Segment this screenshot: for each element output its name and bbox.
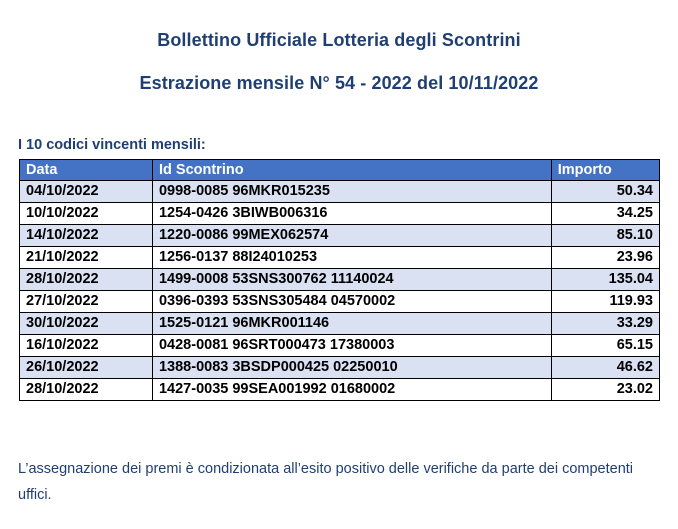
receipt-id-cell: 0998-0085 96MKR015235	[152, 181, 551, 203]
table-row	[20, 291, 660, 313]
amount-cell: 135.04	[551, 269, 659, 291]
date-cell: 10/10/2022	[20, 203, 153, 225]
amount-cell: 119.93	[551, 291, 659, 313]
receipt-id-cell: 0428-0081 96SRT000473 17380003	[152, 335, 551, 357]
date-cell: 27/10/2022	[20, 291, 153, 313]
table-row	[20, 225, 660, 247]
section-label: I 10 codici vincenti mensili:	[18, 137, 206, 153]
winning-codes-table	[19, 159, 660, 401]
table-row	[20, 313, 660, 335]
date-cell: 26/10/2022	[20, 357, 153, 379]
table-row	[20, 357, 660, 379]
receipt-id-cell: 1254-0426 3BIWB006316	[152, 203, 551, 225]
receipt-id-cell: 1525-0121 96MKR001146	[152, 313, 551, 335]
receipt-id-cell: 1427-0035 99SEA001992 01680002	[152, 379, 551, 401]
page-subtitle: Estrazione mensile N° 54 - 2022 del 10/11/2022	[139, 73, 539, 93]
receipt-id-cell: 1220-0086 99MEX062574	[152, 225, 551, 247]
date-cell: 21/10/2022	[20, 247, 153, 269]
footer-note: L’assegnazione dei premi è condizionata all’esito positivo delle verifiche da parte dei competenti uffici.	[18, 461, 634, 503]
table-row	[20, 247, 660, 269]
table-row	[20, 203, 660, 225]
date-cell: 04/10/2022	[20, 181, 153, 203]
page-title: Bollettino Ufficiale Lotteria degli Scontrini	[157, 30, 521, 50]
date-cell: 28/10/2022	[20, 269, 153, 291]
amount-cell: 85.10	[551, 225, 659, 247]
column-header-receipt-id: Id Scontrino	[152, 160, 551, 181]
amount-cell: 23.96	[551, 247, 659, 269]
amount-cell: 65.15	[551, 335, 659, 357]
amount-cell: 46.62	[551, 357, 659, 379]
table-header-row	[20, 160, 660, 181]
date-cell: 30/10/2022	[20, 313, 153, 335]
table-row	[20, 379, 660, 401]
receipt-id-cell: 1388-0083 3BSDP000425 02250010	[152, 357, 551, 379]
table-row	[20, 269, 660, 291]
table-row	[20, 335, 660, 357]
date-cell: 14/10/2022	[20, 225, 153, 247]
receipt-id-cell: 1499-0008 53SNS300762 11140024	[152, 269, 551, 291]
receipt-id-cell: 1256-0137 88I24010253	[152, 247, 551, 269]
amount-cell: 50.34	[551, 181, 659, 203]
amount-cell: 34.25	[551, 203, 659, 225]
amount-cell: 33.29	[551, 313, 659, 335]
column-header-amount: Importo	[551, 160, 659, 181]
date-cell: 28/10/2022	[20, 379, 153, 401]
amount-cell: 23.02	[551, 379, 659, 401]
column-header-date: Data	[20, 160, 153, 181]
receipt-id-cell: 0396-0393 53SNS305484 04570002	[152, 291, 551, 313]
date-cell: 16/10/2022	[20, 335, 153, 357]
table-row	[20, 181, 660, 203]
